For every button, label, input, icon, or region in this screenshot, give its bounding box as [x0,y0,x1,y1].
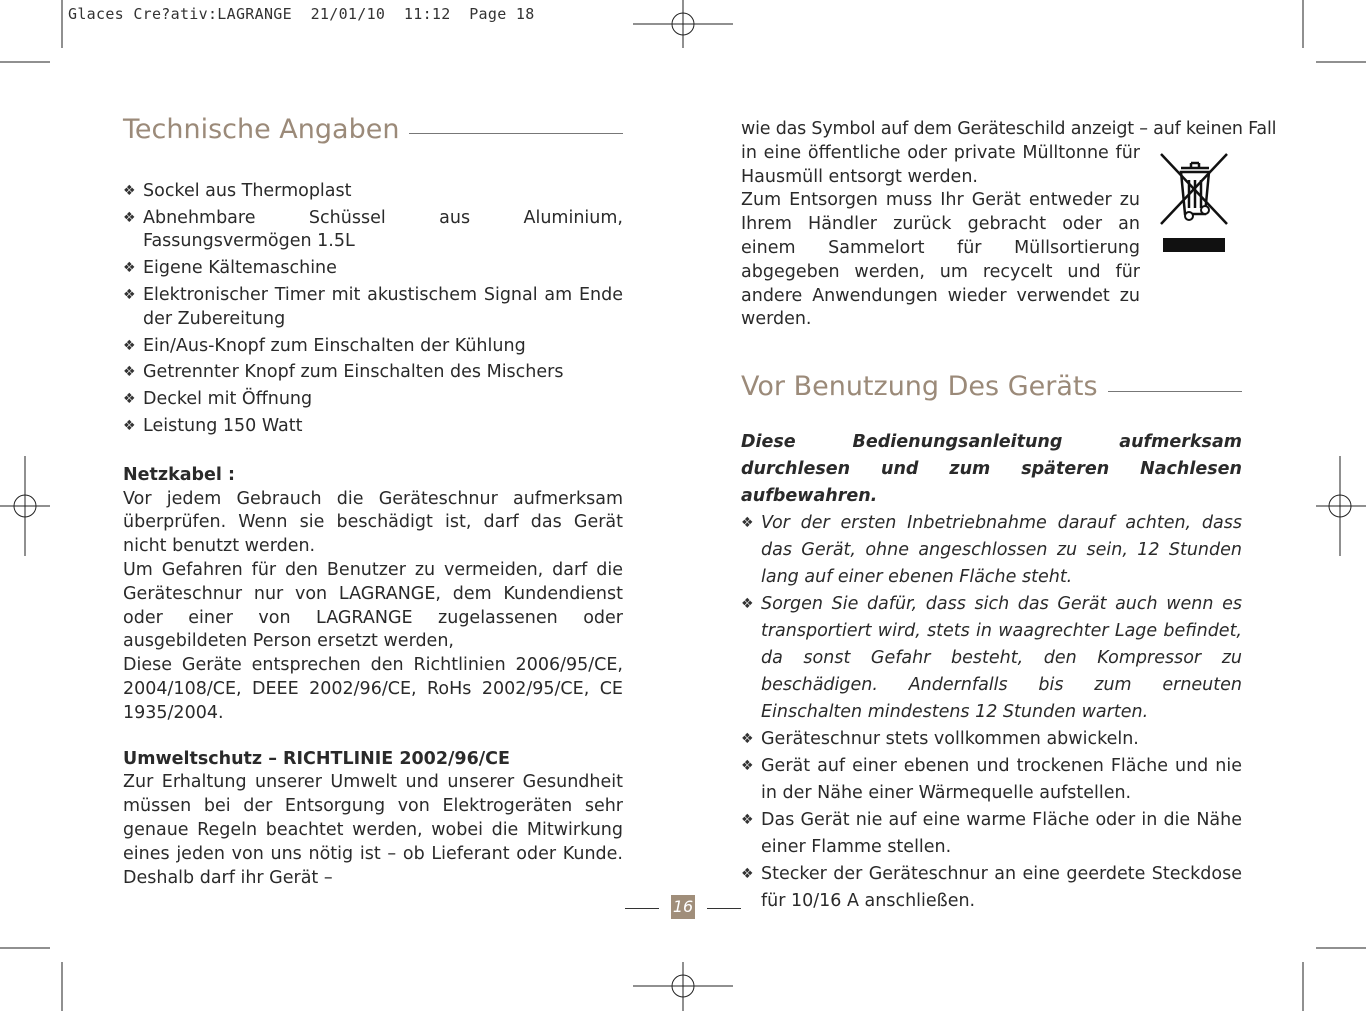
list-item: ❖ Deckel mit Öffnung [123,388,623,412]
list-item: ❖ Sorgen Sie dafür, dass sich das Gerät auch wenn es transportiert wird, stets in waagrechter Lage befindet, da sonst Gefahr besteht, den Kompressor zu beschädigen. Andernfalls bis zum erneuten Einschalten mindestens 12 Stunden warten. [741,591,1242,726]
list-item: ❖ Getrennter Knopf zum Einschalten des Mischers [123,361,623,385]
list-item: ❖ Vor der ersten Inbetriebnahme darauf achten, dass das Gerät, ohne angeschlossen zu sein, 12 Stunden lang auf einer ebenen Fläche steht. [741,510,1242,591]
diamond-bullet-icon: ❖ [123,260,136,277]
diamond-bullet-icon: ❖ [741,514,754,531]
list-item: ❖ Eigene Kältemaschine [123,257,623,281]
feature-list [123,180,623,439]
list-item: ❖ Geräteschnur stets vollkommen abwickeln. [741,726,1242,753]
environment-continued-text: in eine öffentliche oder private Mülltonne für Hausmüll entsorgt werden. [741,142,1140,187]
diamond-bullet-icon: ❖ [741,730,754,747]
weee-crossed-bin-icon [1159,152,1231,256]
list-item: ❖ Leistung 150 Watt [123,415,623,439]
section-title-technical [123,114,623,145]
list-item: ❖ Gerät auf einer ebenen und trockenen Fläche und nie in der Nähe einer Wärmequelle aufstellen. [741,753,1242,807]
diamond-bullet-icon: ❖ [741,865,754,882]
intro-text: Diese Bedienungsanleitung aufmerksam durchlesen und zum späteren Nachlesen aufbewahren. [741,431,1242,506]
list-item: ❖ Stecker der Geräteschnur an eine geerdete Steckdose für 10/16 A anschließen. [741,861,1242,915]
registration-mark-bottom [633,962,733,1011]
page-number-rule-left [625,908,659,909]
diamond-bullet-icon: ❖ [123,209,136,226]
title-rule [409,133,623,134]
disposal-paragraph: Zum Entsorgen muss Ihr Gerät entweder zu Ihrem Händler zurück gebracht oder an einem Sammelort für Müllsortierung abgegeben werden, um recycelt und für andere Anwendungen wieder verwendet zu werden. [741,190,1140,330]
right-column [741,118,1277,915]
environment-paragraph: Zur Erhaltung unserer Umwelt und unserer Gesundheit müssen bei der Entsorgung von Elektrogeräten sehr genaue Regeln beachtet werden, wobei die Mitwirkung eines jeden von uns nötig ist – ob Lieferant oder Kunde. Deshalb darf ihr Gerät – [123,772,623,888]
cable-paragraph-3: Diese Geräte entsprechen den Richtlinien 2006/95/CE, 2004/108/CE, DEEE 2002/96/CE, RoHs 2002/95/CE, CE 1935/2004. [123,655,623,723]
diamond-bullet-icon: ❖ [741,595,754,612]
list-item: ❖ Elektronischer Timer mit akustischem Signal am Ende der Zubereitung [123,284,623,329]
list-item: ❖ Das Gerät nie auf eine warme Fläche oder in die Nähe einer Flamme stellen. [741,807,1242,861]
section-title-before-use [741,371,1242,403]
before-use-title-text: Vor Benutzung Des Geräts [741,371,1098,403]
list-item: ❖ Abnehmbare Schüssel aus Aluminium, Fassungsvermögen 1.5L [123,207,623,252]
registration-mark-left [0,456,50,556]
technical-title-text: Technische Angaben [123,114,400,145]
diamond-bullet-icon: ❖ [123,337,136,354]
cable-paragraph-2: Um Gefahren für den Benutzer zu vermeiden, darf die Geräteschnur nur von LAGRANGE, dem Kundendienst oder einer von LAGRANGE zugelassenen oder ausgebildeten Person ersetzt werden, [123,559,623,652]
left-column [123,114,623,890]
diamond-bullet-icon: ❖ [123,286,136,303]
cable-paragraph-1: Vor jedem Gebrauch die Geräteschnur aufmerksam überprüfen. Wenn sie beschädigt ist, darf das Gerät nicht benutzt werden. [123,488,623,557]
registration-mark-top [633,0,733,48]
environment-heading: Umweltschutz – RICHTLINIE 2002/96/CE [123,748,510,769]
cable-heading: Netzkabel : [123,464,235,485]
print-slug: Glaces Cre?ativ:LAGRANGE 21/01/10 11:12 Page 18 [68,5,535,23]
list-item: ❖ Sockel aus Thermoplast [123,180,623,204]
page-number: 16 [671,895,695,919]
diamond-bullet-icon: ❖ [741,757,754,774]
title-rule [1108,391,1242,392]
page-number-rule-right [707,908,741,909]
diamond-bullet-icon: ❖ [741,811,754,828]
diamond-bullet-icon: ❖ [123,417,136,434]
diamond-bullet-icon: ❖ [123,182,136,199]
registration-mark-right [1316,456,1366,556]
diamond-bullet-icon: ❖ [123,391,136,408]
environment-continued-line: wie das Symbol auf dem Geräteschild anzeigt – auf keinen Fall [741,119,1277,139]
diamond-bullet-icon: ❖ [123,364,136,381]
list-item: ❖ Ein/Aus-Knopf zum Einschalten der Kühlung [123,335,623,359]
